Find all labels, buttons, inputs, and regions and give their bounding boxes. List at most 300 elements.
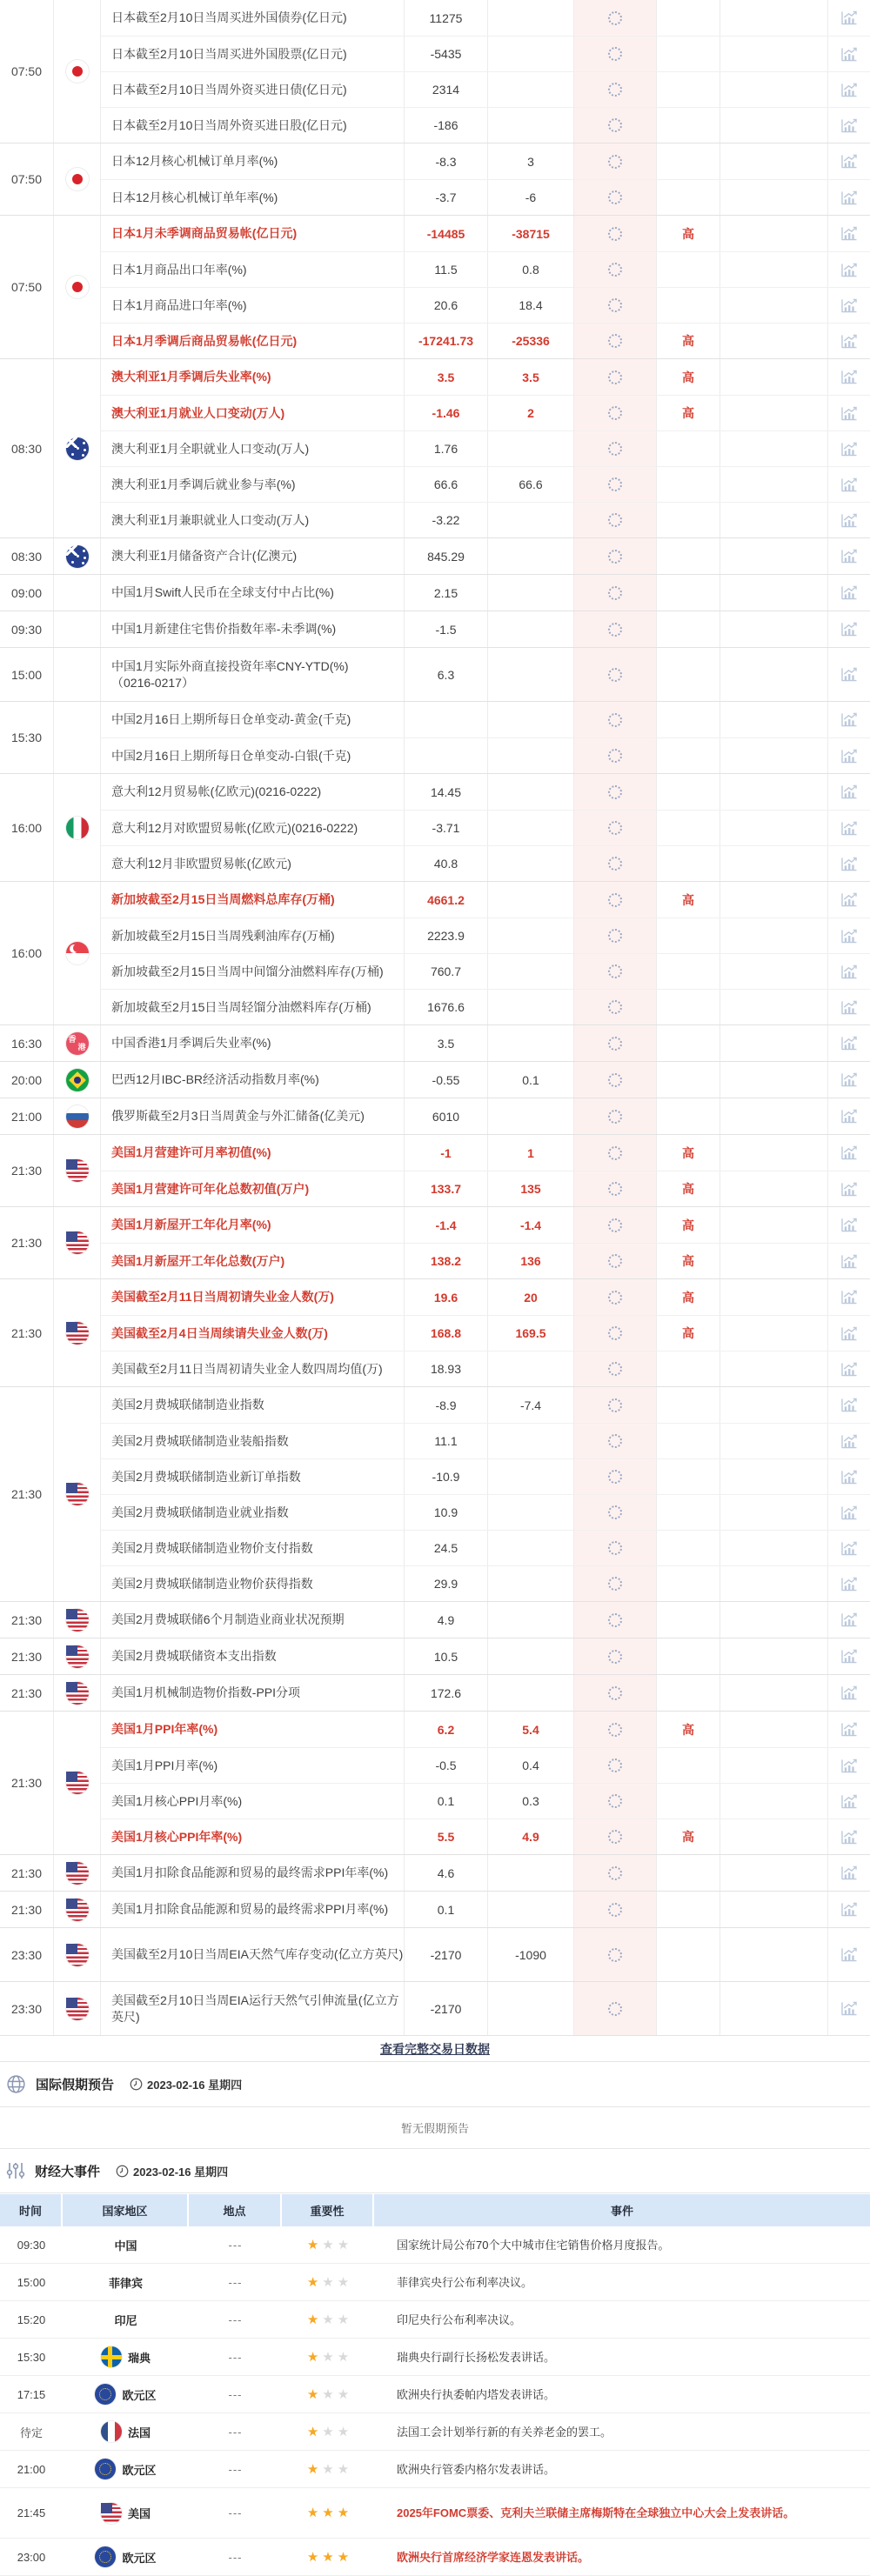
chart-icon[interactable] [840, 1109, 858, 1124]
event-name: 意大利12月非欧盟贸易帐(亿欧元) [101, 846, 405, 881]
chart-cell [828, 1982, 870, 2035]
event-name: 澳大利亚1月全职就业人口变动(万人) [101, 431, 405, 466]
event-name: 新加坡截至2月15日当周燃料总库存(万桶) [101, 882, 405, 918]
published-value-cell [574, 1638, 657, 1674]
events-header-event: 事件 [610, 2205, 633, 2218]
event-location: --- [228, 2312, 243, 2326]
importance-badge: 高 [657, 1712, 720, 1747]
star-icon: ★ [306, 2461, 319, 2477]
loading-spinner-icon [608, 118, 622, 132]
calendar-rows [101, 1855, 870, 1891]
chart-cell [828, 1244, 870, 1278]
table-row [101, 1565, 870, 1601]
effect-cell [720, 1638, 828, 1674]
event-name: 美国截至2月11日当周初请失业金人数(万) [101, 1279, 405, 1315]
effect-cell [720, 1712, 828, 1747]
forecast-value [488, 990, 574, 1024]
event-name: 日本1月季调后商品贸易帐(亿日元) [101, 324, 405, 358]
time-cell: 21:30 [0, 1638, 54, 1674]
forecast-value [488, 1982, 574, 2035]
clock-icon [130, 2078, 143, 2091]
calendar-group [0, 1638, 870, 1675]
table-row [101, 1243, 870, 1278]
loading-spinner-icon [608, 964, 622, 978]
chart-icon[interactable] [840, 964, 858, 979]
loading-spinner-icon [608, 227, 622, 241]
event-name: 美国2月费城联储制造业指数 [101, 1387, 405, 1423]
loading-spinner-icon [608, 668, 622, 682]
globe-icon [5, 2073, 27, 2095]
effect-cell [720, 990, 828, 1024]
calendar-rows [101, 1712, 870, 1854]
forecast-value [488, 1495, 574, 1530]
loading-spinner-icon [608, 370, 622, 384]
chart-icon[interactable] [840, 1000, 858, 1015]
event-name: 中国1月新建住宅售价指数年率-未季调(%) [101, 611, 405, 647]
time-cell: 21:30 [0, 1602, 54, 1638]
effect-cell [720, 918, 828, 953]
chart-icon[interactable] [840, 1145, 858, 1160]
importance-badge [657, 72, 720, 107]
event-time: 15:00 [17, 2275, 46, 2289]
calendar-rows [101, 1387, 870, 1601]
chart-icon[interactable] [840, 1398, 858, 1412]
chart-cell [828, 37, 870, 71]
star-icon: ★ [322, 2237, 334, 2252]
published-value-cell [574, 1316, 657, 1351]
chart-cell [828, 216, 870, 251]
effect-cell [720, 702, 828, 737]
effect-cell [720, 1892, 828, 1927]
forecast-value: 4.9 [488, 1819, 574, 1854]
calendar-group [0, 1207, 870, 1279]
previous-value: -17241.73 [405, 324, 488, 358]
chart-icon[interactable] [840, 1902, 858, 1917]
brazil-flag-icon [66, 1069, 89, 1091]
importance-badge [657, 1566, 720, 1601]
previous-value: 66.6 [405, 467, 488, 502]
chart-icon[interactable] [840, 1794, 858, 1809]
effect-cell [720, 143, 828, 179]
published-value-cell [574, 882, 657, 918]
chart-icon[interactable] [840, 2001, 858, 2016]
forecast-value: 20 [488, 1279, 574, 1315]
event-name: 美国截至2月4日当周续请失业金人数(万) [101, 1316, 405, 1351]
loading-spinner-icon [608, 2002, 622, 2016]
flag-cell [54, 0, 101, 143]
table-row [101, 359, 870, 395]
chart-icon[interactable] [840, 1470, 858, 1485]
chart-icon[interactable] [840, 667, 858, 682]
chart-icon[interactable] [840, 10, 858, 25]
forecast-value [488, 1602, 574, 1638]
forecast-value: 3.5 [488, 359, 574, 395]
loading-spinner-icon [608, 477, 622, 491]
event-name: 巴西12月IBC-BR经济活动指数月率(%) [101, 1062, 405, 1098]
importance-badge [657, 1351, 720, 1386]
calendar-rows [101, 1098, 870, 1134]
published-value-cell [574, 738, 657, 773]
chart-icon[interactable] [840, 263, 858, 277]
loading-spinner-icon [608, 334, 622, 348]
table-row [101, 1279, 870, 1315]
table-row [101, 179, 870, 215]
chart-icon[interactable] [840, 1722, 858, 1737]
published-value-cell [574, 1982, 657, 2035]
event-name: 日本截至2月10日当周外资买进日股(亿日元) [101, 108, 405, 143]
star-icon: ★ [322, 2386, 334, 2402]
effect-cell [720, 1602, 828, 1638]
published-value-cell [574, 252, 657, 287]
importance-badge [657, 1748, 720, 1783]
event-location: --- [228, 2506, 243, 2519]
chart-icon[interactable] [840, 298, 858, 313]
chart-icon[interactable] [840, 154, 858, 169]
table-row [101, 1098, 870, 1134]
previous-value: -1.4 [405, 1207, 488, 1243]
previous-value: 11.5 [405, 252, 488, 287]
forecast-value [488, 1638, 574, 1674]
chart-icon[interactable] [840, 83, 858, 97]
importance-badge [657, 1784, 720, 1819]
table-row [101, 430, 870, 466]
table-row [101, 737, 870, 773]
chart-icon[interactable] [840, 226, 858, 241]
event-importance [282, 2388, 374, 2401]
chart-icon[interactable] [840, 1612, 858, 1627]
chart-cell [828, 1316, 870, 1351]
previous-value: -2170 [405, 1982, 488, 2035]
forecast-value: -25336 [488, 324, 574, 358]
chart-icon[interactable] [840, 118, 858, 133]
previous-value: 133.7 [405, 1171, 488, 1206]
chart-icon[interactable] [840, 477, 858, 492]
star-icon: ★ [337, 2349, 350, 2365]
effect-cell [720, 1424, 828, 1458]
loading-spinner-icon [608, 1686, 622, 1700]
chart-icon[interactable] [840, 549, 858, 564]
event-name: 澳大利亚1月季调后就业参与率(%) [101, 467, 405, 502]
published-value-cell [574, 648, 657, 701]
importance-badge [657, 0, 720, 36]
effect-cell [720, 1928, 828, 1981]
calendar-rows [101, 359, 870, 537]
chart-icon[interactable] [840, 784, 858, 799]
loading-spinner-icon [608, 1073, 622, 1087]
effect-cell [720, 774, 828, 810]
loading-spinner-icon [608, 1146, 622, 1160]
importance-badge [657, 918, 720, 953]
event-country: 美国 [63, 2503, 189, 2524]
forecast-value [488, 1424, 574, 1458]
event-name: 中国1月Swift人民币在全球支付中占比(%) [101, 575, 405, 611]
importance-badge [657, 702, 720, 737]
importance-badge [657, 1098, 720, 1134]
event-row [0, 2488, 870, 2539]
event-row [0, 2339, 870, 2376]
table-row [101, 1171, 870, 1206]
effect-cell [720, 954, 828, 989]
calendar-group [0, 1387, 870, 1602]
calendar-group [0, 1279, 870, 1387]
star-icon: ★ [306, 2274, 319, 2290]
importance-badge: 高 [657, 1244, 720, 1278]
event-time: 17:15 [17, 2387, 46, 2401]
previous-value: -8.9 [405, 1387, 488, 1423]
importance-badge [657, 1602, 720, 1638]
chart-icon[interactable] [840, 1290, 858, 1305]
flag-cell [54, 1855, 101, 1891]
events-table-body [0, 2226, 870, 2576]
event-name: 日本1月未季调商品贸易帐(亿日元) [101, 216, 405, 251]
event-row [0, 2376, 870, 2413]
effect-cell [720, 37, 828, 71]
chart-icon[interactable] [840, 857, 858, 871]
previous-value: 20.6 [405, 288, 488, 323]
table-row [101, 1025, 870, 1061]
chart-cell [828, 1135, 870, 1171]
chart-icon[interactable] [840, 1254, 858, 1269]
table-row [101, 845, 870, 881]
effect-cell [720, 1135, 828, 1171]
chart-icon[interactable] [840, 1182, 858, 1197]
chart-cell [828, 0, 870, 36]
published-value-cell [574, 1712, 657, 1747]
event-importance [282, 2313, 374, 2326]
chart-icon[interactable] [840, 821, 858, 836]
previous-value: -3.7 [405, 180, 488, 215]
forecast-value [488, 702, 574, 737]
star-icon: ★ [337, 2424, 350, 2439]
forecast-value: 136 [488, 1244, 574, 1278]
published-value-cell [574, 324, 657, 358]
loading-spinner-icon [608, 1613, 622, 1627]
importance-badge: 高 [657, 1279, 720, 1315]
event-description: 欧洲央行首席经济学家连恩发表讲话。 [397, 2550, 590, 2564]
loading-spinner-icon [608, 1830, 622, 1844]
event-importance [282, 2506, 374, 2519]
chart-icon[interactable] [840, 1362, 858, 1377]
published-value-cell [574, 37, 657, 71]
chart-icon[interactable] [840, 1577, 858, 1592]
star-icon: ★ [337, 2506, 350, 2520]
chart-icon[interactable] [840, 1865, 858, 1880]
forecast-value [488, 1459, 574, 1494]
effect-cell [720, 1207, 828, 1243]
effect-cell [720, 1531, 828, 1565]
calendar-rows [101, 538, 870, 574]
event-name: 美国截至2月10日当周EIA运行天然气引伸流量(亿立方英尺) [101, 1982, 405, 2035]
effect-cell [720, 575, 828, 611]
chart-cell [828, 1387, 870, 1423]
calendar-rows [101, 1207, 870, 1278]
chart-icon[interactable] [840, 929, 858, 944]
event-name: 美国截至2月11日当周初请失业金人数四周均值(万) [101, 1351, 405, 1386]
star-icon: ★ [322, 2549, 334, 2565]
calendar-rows [101, 1982, 870, 2035]
chart-icon[interactable] [840, 1830, 858, 1845]
flag-cell [54, 1387, 101, 1601]
published-value-cell [574, 1459, 657, 1494]
event-country: 中国 [114, 2239, 137, 2252]
chart-cell [828, 1855, 870, 1891]
chart-icon[interactable] [840, 334, 858, 349]
table-row [101, 953, 870, 989]
calendar-rows [101, 1279, 870, 1386]
eu-flag-icon [95, 2546, 116, 2567]
chart-icon[interactable] [840, 1947, 858, 1962]
event-name: 美国1月核心PPI月率(%) [101, 1784, 405, 1819]
forecast-value: 0.4 [488, 1748, 574, 1783]
chart-cell [828, 1279, 870, 1315]
eu-flag-icon [95, 2459, 116, 2479]
forecast-value: 169.5 [488, 1316, 574, 1351]
loading-spinner-icon [608, 1866, 622, 1880]
calendar-rows [101, 216, 870, 358]
importance-badge: 高 [657, 359, 720, 395]
loading-spinner-icon [608, 1948, 622, 1962]
forecast-value [488, 1025, 574, 1061]
time-cell: 16:30 [0, 1025, 54, 1061]
time-cell: 21:00 [0, 1098, 54, 1134]
event-description: 菲律宾央行公布利率决议。 [397, 2275, 533, 2289]
view-full-data-link[interactable]: 查看完整交易日数据 [380, 2041, 490, 2056]
japan-flag-icon [66, 276, 89, 298]
importance-badge [657, 288, 720, 323]
chart-icon[interactable] [840, 406, 858, 421]
star-icon: ★ [306, 2349, 319, 2365]
chart-icon[interactable] [840, 1218, 858, 1232]
previous-value: -8.3 [405, 143, 488, 179]
chart-icon[interactable] [840, 1036, 858, 1051]
table-row [101, 810, 870, 845]
table-row [101, 1638, 870, 1674]
chart-cell [828, 1098, 870, 1134]
calendar-group [0, 1712, 870, 1855]
forecast-value [488, 37, 574, 71]
calendar-group [0, 1982, 870, 2036]
events-header-location: 地点 [189, 2194, 282, 2226]
chart-icon[interactable] [840, 47, 858, 62]
previous-value: 1676.6 [405, 990, 488, 1024]
chart-cell [828, 1495, 870, 1530]
chart-icon[interactable] [840, 1326, 858, 1341]
importance-badge [657, 1387, 720, 1423]
star-icon: ★ [306, 2312, 319, 2327]
importance-badge [657, 1459, 720, 1494]
chart-icon[interactable] [840, 1505, 858, 1520]
chart-cell [828, 1675, 870, 1711]
flag-cell [54, 1098, 101, 1134]
time-cell: 21:30 [0, 1855, 54, 1891]
australia-flag-icon [66, 437, 89, 460]
chart-icon[interactable] [840, 585, 858, 600]
event-country: 欧元区 [63, 2459, 189, 2479]
loading-spinner-icon [608, 83, 622, 97]
table-row [101, 611, 870, 647]
loading-spinner-icon [608, 1362, 622, 1376]
loading-spinner-icon [608, 857, 622, 871]
chart-icon[interactable] [840, 1758, 858, 1773]
chart-icon[interactable] [840, 513, 858, 528]
importance-badge [657, 1495, 720, 1530]
previous-value: 29.9 [405, 1566, 488, 1601]
chart-cell [828, 1171, 870, 1206]
time-cell: 16:00 [0, 882, 54, 1024]
time-cell: 07:50 [0, 143, 54, 215]
holiday-empty-message: 暂无假期预告 [0, 2107, 870, 2149]
effect-cell [720, 1062, 828, 1098]
effect-cell [720, 1819, 828, 1854]
effect-cell [720, 288, 828, 323]
table-row [101, 1062, 870, 1098]
calendar-group [0, 1855, 870, 1892]
loading-spinner-icon [608, 623, 622, 637]
previous-value: -14485 [405, 216, 488, 251]
published-value-cell [574, 467, 657, 502]
holiday-section-title: 国际假期预告 [36, 2078, 115, 2092]
chart-icon[interactable] [840, 1072, 858, 1087]
chart-icon[interactable] [840, 190, 858, 205]
forecast-value [488, 738, 574, 773]
published-value-cell [574, 1748, 657, 1783]
star-icon: ★ [306, 2424, 319, 2439]
star-icon: ★ [337, 2549, 350, 2565]
chart-icon[interactable] [840, 1434, 858, 1449]
star-icon: ★ [322, 2461, 334, 2477]
importance-badge [657, 846, 720, 881]
event-location: --- [228, 2425, 243, 2439]
flag-cell [54, 882, 101, 1024]
calendar-group [0, 0, 870, 143]
chart-icon[interactable] [840, 892, 858, 907]
time-cell: 09:30 [0, 611, 54, 647]
effect-cell [720, 1784, 828, 1819]
forecast-value [488, 648, 574, 701]
time-cell: 15:00 [0, 648, 54, 701]
chart-icon[interactable] [840, 622, 858, 637]
effect-cell [720, 1566, 828, 1601]
event-name: 日本截至2月10日当周买进外国债券(亿日元) [101, 0, 405, 36]
importance-badge [657, 738, 720, 773]
previous-value: 14.45 [405, 774, 488, 810]
chart-cell [828, 1531, 870, 1565]
effect-cell [720, 252, 828, 287]
effect-cell [720, 216, 828, 251]
australia-flag-icon [66, 545, 89, 568]
loading-spinner-icon [608, 513, 622, 527]
chart-icon[interactable] [840, 1685, 858, 1700]
chart-icon[interactable] [840, 749, 858, 764]
calendar-group [0, 1928, 870, 1982]
chart-icon[interactable] [840, 442, 858, 457]
chart-icon[interactable] [840, 1541, 858, 1556]
published-value-cell [574, 143, 657, 179]
published-value-cell [574, 216, 657, 251]
importance-badge [657, 37, 720, 71]
published-value-cell [574, 1602, 657, 1638]
time-cell: 08:30 [0, 359, 54, 537]
loading-spinner-icon [608, 1326, 622, 1340]
event-name: 美国1月扣除食品能源和贸易的最终需求PPI月率(%) [101, 1892, 405, 1927]
calendar-rows [101, 143, 870, 215]
chart-cell [828, 1351, 870, 1386]
importance-badge [657, 811, 720, 845]
chart-icon[interactable] [840, 1649, 858, 1664]
calendar-rows [101, 1135, 870, 1206]
chart-icon[interactable] [840, 370, 858, 384]
chart-icon[interactable] [840, 712, 858, 727]
